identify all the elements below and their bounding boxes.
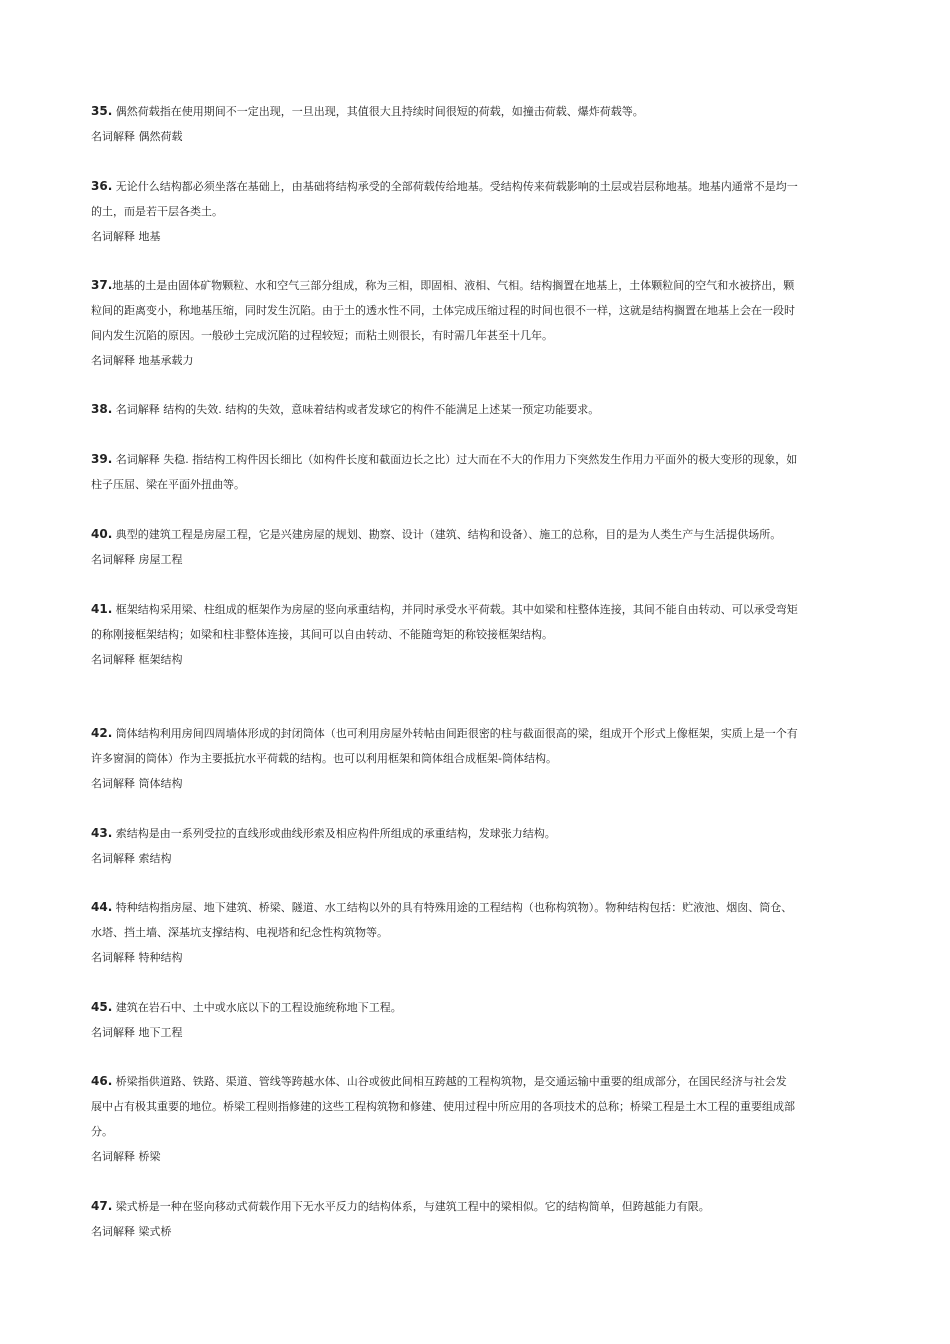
entry-text-line: 建筑在岩石中、土中或水底以下的工程设施统称地下工程。: [112, 1001, 402, 1014]
entry-text-line: 筒体结构利用房间四周墙体形成的封闭筒体（也可利用房屋外转帖由间距很密的柱与截面很高的梁，组成开个形式上像框架，实质上是一个有: [112, 727, 798, 740]
entry-term: 名词解释 梁式桥: [91, 1225, 172, 1238]
entry-43: [91, 821, 861, 871]
entry-paragraph: [91, 1069, 861, 1094]
entry-paragraph: [91, 1194, 861, 1219]
entry-paragraph: [91, 597, 861, 622]
entry-text-line: 的土，而是若干层各类土。: [91, 205, 223, 218]
entry-number: 42.: [91, 726, 113, 740]
entry-term: 名词解释 索结构: [91, 852, 172, 865]
entry-text-line: 地基的土是由固体矿物颗粒、水和空气三部分组成，称为三相，即固相、液相、气相。结构搁置在地基上，土体颗粒间的空气和水被挤出，颗: [112, 279, 795, 292]
entry-paragraph: [91, 721, 861, 746]
entry-paragraph: [91, 99, 861, 124]
entry-paragraph: [91, 821, 861, 846]
entry-term: 名词解释 偶然荷载: [91, 130, 183, 143]
entry-text-line: 索结构是由一系列受拉的直线形或曲线形索及相应构件所组成的承重结构，发球张力结构。: [112, 827, 556, 840]
entry-text-line: 梁式桥是一种在竖向移动式荷载作用下无水平反力的结构体系，与建筑工程中的梁相似。它的结构简单，但跨越能力有限。: [112, 1200, 710, 1213]
entry-number: 41.: [91, 602, 113, 616]
entry-text-line: 名词解释 失稳. 指结构工构件因长细比（如构件长度和截面边长之比）过大而在不大的作用力下突然发生作用力平面外的极大变形的现象，如: [112, 453, 798, 466]
entry-40: [91, 522, 861, 572]
entry-term: 名词解释 地下工程: [91, 1026, 183, 1039]
entry-number: 38.: [91, 402, 113, 416]
entry-text-line: 的称刚接框架结构；如梁和柱非整体连接，其间可以自由转动、不能随弯矩的称铰接框架结构。: [91, 628, 553, 641]
entry-38: [91, 397, 861, 422]
entry-text-line: 框架结构采用梁、柱组成的框架作为房屋的竖向承重结构，并同时承受水平荷载。其中如梁和柱整体连接，其间不能自由转动、可以承受弯矩: [112, 603, 798, 616]
entry-text-line: 水塔、挡土墙、深基坑支撑结构、电视塔和纪念性构筑物等。: [91, 926, 388, 939]
entry-35: [91, 99, 861, 149]
entry-paragraph: [91, 397, 861, 422]
entry-number: 35.: [91, 104, 113, 118]
entry-text-line: 间内发生沉陷的原因。一般砂土完成沉陷的过程较短；而粘土则很长，有时需几年甚至十几年。: [91, 329, 553, 342]
entry-36: [91, 174, 861, 249]
entry-text-line: 典型的建筑工程是房屋工程，它是兴建房屋的规划、勘察、设计（建筑、结构和设备）、施工的总称，目的是为人类生产与生活提供场所。: [112, 528, 782, 541]
entry-term: 名词解释 地基承载力: [91, 354, 194, 367]
entry-41: [91, 597, 861, 672]
entry-44: [91, 895, 861, 970]
entry-37: [91, 273, 861, 373]
entry-term: 名词解释 桥梁: [91, 1150, 161, 1163]
entry-text-line: 特种结构指房屋、地下建筑、桥梁、隧道、水工结构以外的具有特殊用途的工程结构（也称构筑物）。物种结构包括：贮液池、烟囱、筒仓、: [112, 901, 793, 914]
entry-number: 43.: [91, 826, 113, 840]
entry-42: [91, 721, 861, 796]
entry-paragraph: [91, 895, 861, 920]
entry-number: 45.: [91, 1000, 113, 1014]
entry-number: 44.: [91, 900, 113, 914]
entry-text-line: 粒间的距离变小，称地基压缩，同时发生沉陷。由于土的透水性不同，土体完成压缩过程的时间也很不一样，这就是结构搁置在地基上会在一段时: [91, 304, 795, 317]
entry-paragraph: [91, 447, 861, 472]
entry-text-line: 柱子压屈、梁在平面外扭曲等。: [91, 478, 245, 491]
entry-term: 名词解释 特种结构: [91, 951, 183, 964]
entry-text-line: 桥梁指供道路、铁路、渠道、管线等跨越水体、山谷或彼此间相互跨越的工程构筑物，是交通运输中重要的组成部分，在国民经济与社会发: [112, 1075, 787, 1088]
entry-text-line: 名词解释 结构的失效. 结构的失效，意味着结构或者发球它的构件不能满足上述某一预定功能要求。: [112, 403, 600, 416]
entry-paragraph: [91, 995, 861, 1020]
entry-number: 37.: [91, 278, 113, 292]
entry-text-line: 分。: [91, 1125, 113, 1138]
entry-text-line: 许多窗洞的筒体）作为主要抵抗水平荷载的结构。也可以利用框架和筒体组合成框架-筒体结构。: [91, 752, 557, 765]
entry-45: [91, 995, 861, 1045]
entry-number: 47.: [91, 1199, 113, 1213]
entry-number: 36.: [91, 179, 113, 193]
entry-text-line: 偶然荷载指在使用期间不一定出现，一旦出现，其值很大且持续时间很短的荷载，如撞击荷载、爆炸荷载等。: [112, 105, 644, 118]
entry-number: 46.: [91, 1074, 113, 1088]
entry-39: [91, 447, 861, 497]
entry-text-line: 无论什么结构都必须坐落在基础上，由基础将结构承受的全部荷载传给地基。受结构传来荷载影响的土层或岩层称地基。地基内通常不是均一: [112, 180, 798, 193]
entry-paragraph: [91, 522, 861, 547]
entry-number: 40.: [91, 527, 113, 541]
entry-term: 名词解释 筒体结构: [91, 777, 183, 790]
entry-47: [91, 1194, 861, 1244]
entry-paragraph: [91, 174, 861, 199]
entry-term: 名词解释 框架结构: [91, 653, 183, 666]
entry-text-line: 展中占有极其重要的地位。桥梁工程则指修建的这些工程构筑物和修建、使用过程中所应用的各项技术的总称；桥梁工程是土木工程的重要组成部: [91, 1100, 795, 1113]
entry-term: 名词解释 房屋工程: [91, 553, 183, 566]
entry-paragraph: [91, 273, 861, 298]
entry-46: [91, 1069, 861, 1169]
entry-term: 名词解释 地基: [91, 230, 161, 243]
entry-number: 39.: [91, 452, 113, 466]
